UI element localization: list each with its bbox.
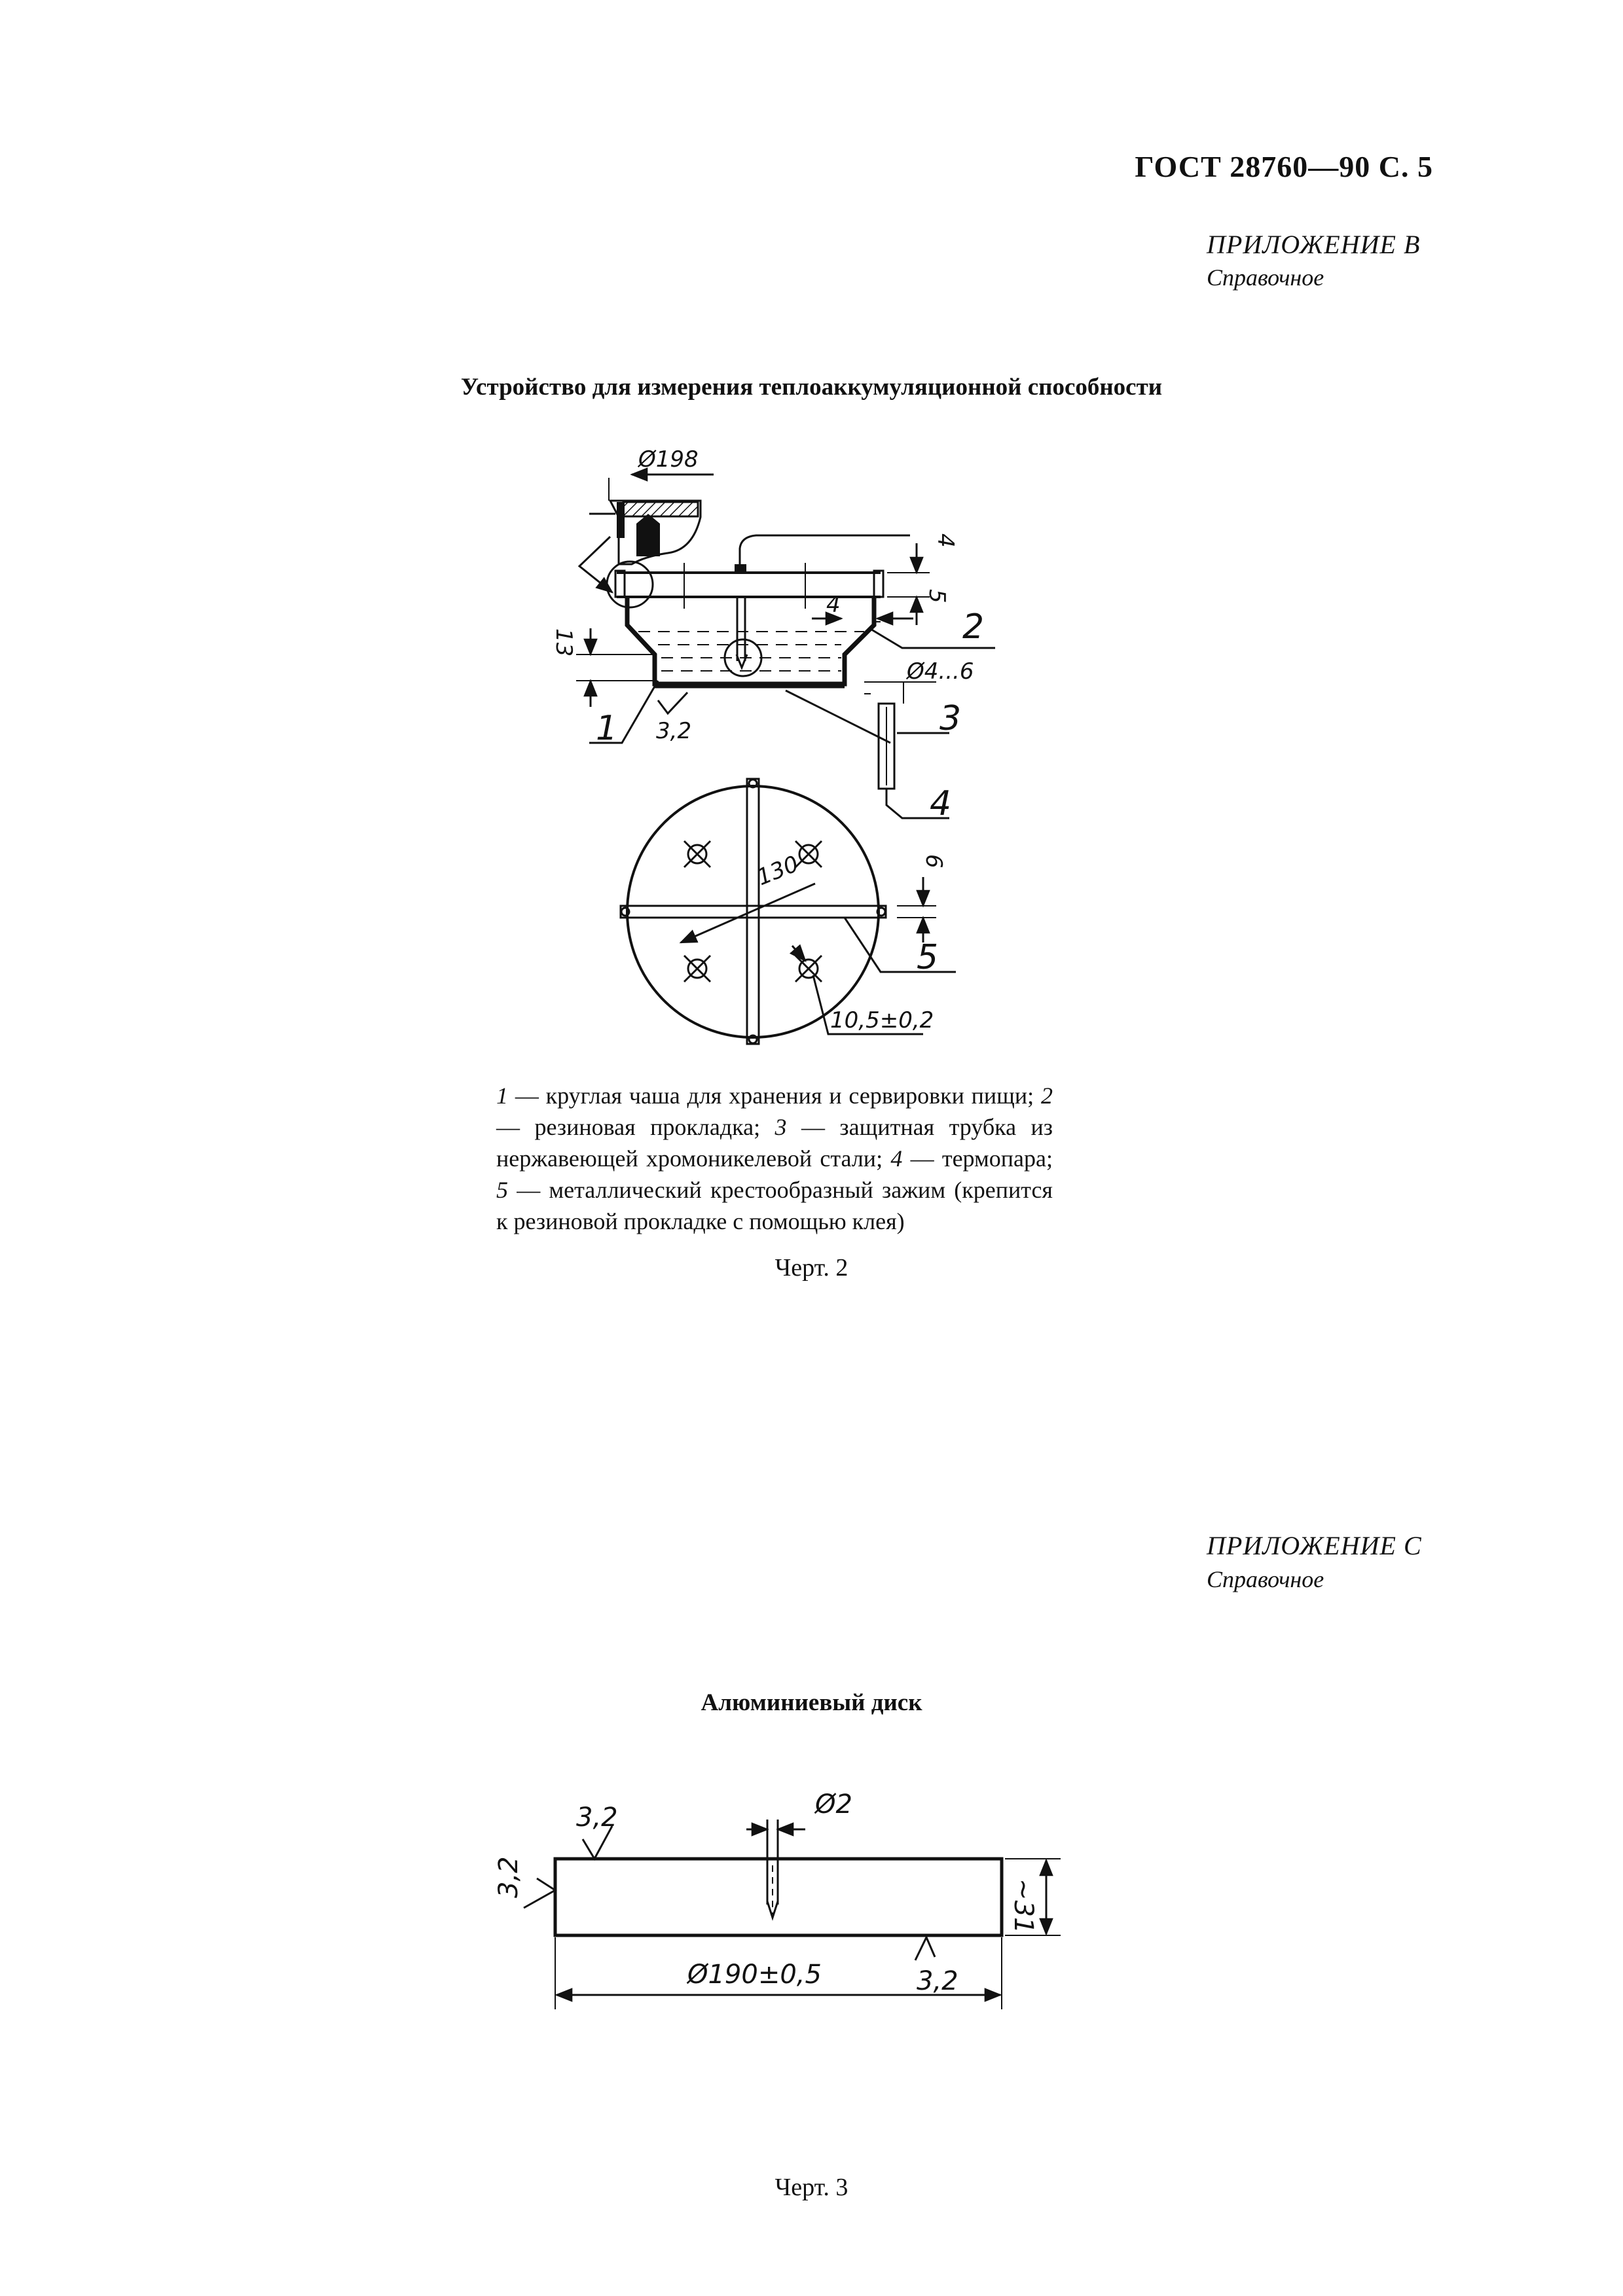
svg-text:13: 13 [551,628,577,657]
svg-text:3,2: 3,2 [917,1966,958,1996]
svg-text:Ø2: Ø2 [815,1789,852,1820]
svg-text:6: 6 [921,854,947,869]
appendix-c-title: ПРИЛОЖЕНИЕ С [1207,1531,1422,1560]
figure-2-section-view [576,475,995,818]
svg-text:Ø198: Ø198 [638,446,699,473]
figure-3-labels [494,1789,1038,1996]
figure-3-title: Алюминиевый диск [701,1689,922,1716]
svg-text:3,2: 3,2 [494,1856,524,1898]
legend-item-5: 5 — металлический крестообразный зажим (крепится к резиновой прокладке с помощью клея) [496,1177,1053,1234]
appendix-c-subtitle: Справочное [1207,1566,1324,1592]
figure-2-caption: Черт. 2 [775,1254,848,1282]
svg-text:3,2: 3,2 [576,1803,618,1833]
document-code: ГОСТ 28760—90 С. 5 [1135,150,1433,183]
legend-item-3: 3 — защитная трубка из нержавеющей хромоникелевой стали; [496,1114,1053,1172]
figure-2-title: Устройство для измерения теплоаккумуляционной способности [460,374,1163,401]
svg-text:1: 1 [596,709,618,748]
svg-text:3,2: 3,2 [656,718,692,744]
svg-text:10,5±0,2: 10,5±0,2 [830,1007,934,1033]
svg-text:4: 4 [826,592,841,618]
svg-text:2: 2 [962,607,985,647]
legend-item-1: 1 — круглая чаша для хранения и сервировки пищи; [496,1083,1041,1109]
legend-item-4: 4 — термопара; [890,1145,1053,1172]
detail-view [589,478,701,564]
svg-text:130: 130 [753,850,803,891]
svg-text:4: 4 [930,784,952,823]
figure-3-caption: Черт. 3 [775,2174,848,2201]
appendix-b-subtitle: Справочное [1207,264,1324,291]
svg-text:~31: ~31 [1008,1878,1038,1934]
appendix-b-title: ПРИЛОЖЕНИЕ В [1207,230,1421,259]
svg-text:Ø190±0,5: Ø190±0,5 [687,1960,822,1990]
svg-text:5: 5 [924,589,950,603]
svg-text:4: 4 [932,533,958,548]
svg-text:3: 3 [939,699,962,738]
legend-item-2: 2 — резиновая прокладка; [496,1083,1053,1140]
svg-text:5: 5 [917,938,939,977]
svg-text:Ø4...6: Ø4...6 [907,658,974,685]
